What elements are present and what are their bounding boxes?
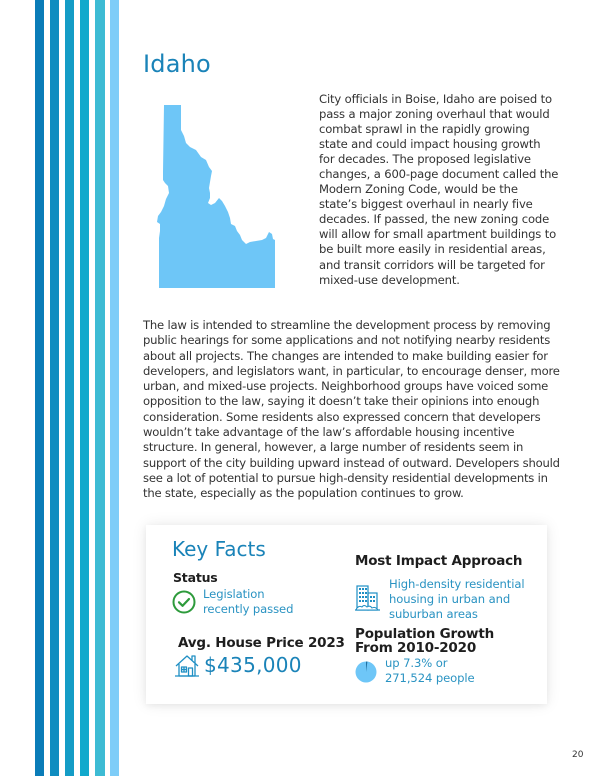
buildings-icon bbox=[354, 583, 382, 613]
price-value: $435,000 bbox=[204, 653, 302, 677]
key-facts-title: Key Facts bbox=[172, 537, 266, 561]
population-label: Population Growth From 2010-2020 bbox=[355, 626, 494, 656]
idaho-map-icon bbox=[150, 100, 285, 295]
page-number: 20 bbox=[572, 750, 584, 760]
population-value: up 7.3% or 271,524 people bbox=[385, 656, 475, 685]
decorative-stripe-6 bbox=[110, 0, 119, 776]
intro-paragraph: City officials in Boise, Idaho are poised to pass a major zoning overhaul that would combat sprawl in the rapidly growing state and could impact housing growth for decades. The proposed legislative changes, a 600-page document called the Modern Zoning Code, would be the state’s biggest overhaul in nearly five decades. If passed, the new zoning code will allow for small apartment buildings to be built more easily in residential areas, and transit corridors will be targeted for mixed-use development. bbox=[319, 92, 559, 287]
check-circle-icon bbox=[172, 590, 196, 614]
body-paragraph: The law is intended to streamline the development process by removing public hearings for some applications and not notifying nearby residents about all projects. The changes are intended to make building easier for developers, and legislators want, in particular, to encourage denser, more urban, and mixed-use projects. Neighborhood groups have voiced some opposition to the law, saying it doesn’t take their opinions into enough consideration. Some residents also expressed concern that developers wouldn’t take advantage of the law’s affordable housing incentive structure. In general, however, a large number of residents seem in support of the city building upward instead of outward. Developers should see a lot of potential to pursue high-density residential developments in the state, especially as the population continues to grow. bbox=[143, 318, 560, 501]
approach-value: High-density residential housing in urban and suburban areas bbox=[389, 577, 525, 621]
page-title: Idaho bbox=[143, 50, 211, 78]
status-label: Status bbox=[173, 570, 218, 585]
price-label: Avg. House Price 2023 bbox=[178, 635, 345, 651]
decorative-stripe-5 bbox=[95, 0, 105, 776]
key-facts-card bbox=[146, 525, 547, 704]
approach-label: Most Impact Approach bbox=[355, 553, 523, 569]
pie-chart-icon bbox=[355, 661, 377, 683]
decorative-stripe-1 bbox=[35, 0, 44, 776]
status-value: Legislation recently passed bbox=[203, 587, 294, 616]
decorative-stripe-3 bbox=[65, 0, 74, 776]
decorative-stripe-2 bbox=[50, 0, 59, 776]
decorative-stripe-4 bbox=[80, 0, 89, 776]
house-icon bbox=[174, 653, 200, 679]
